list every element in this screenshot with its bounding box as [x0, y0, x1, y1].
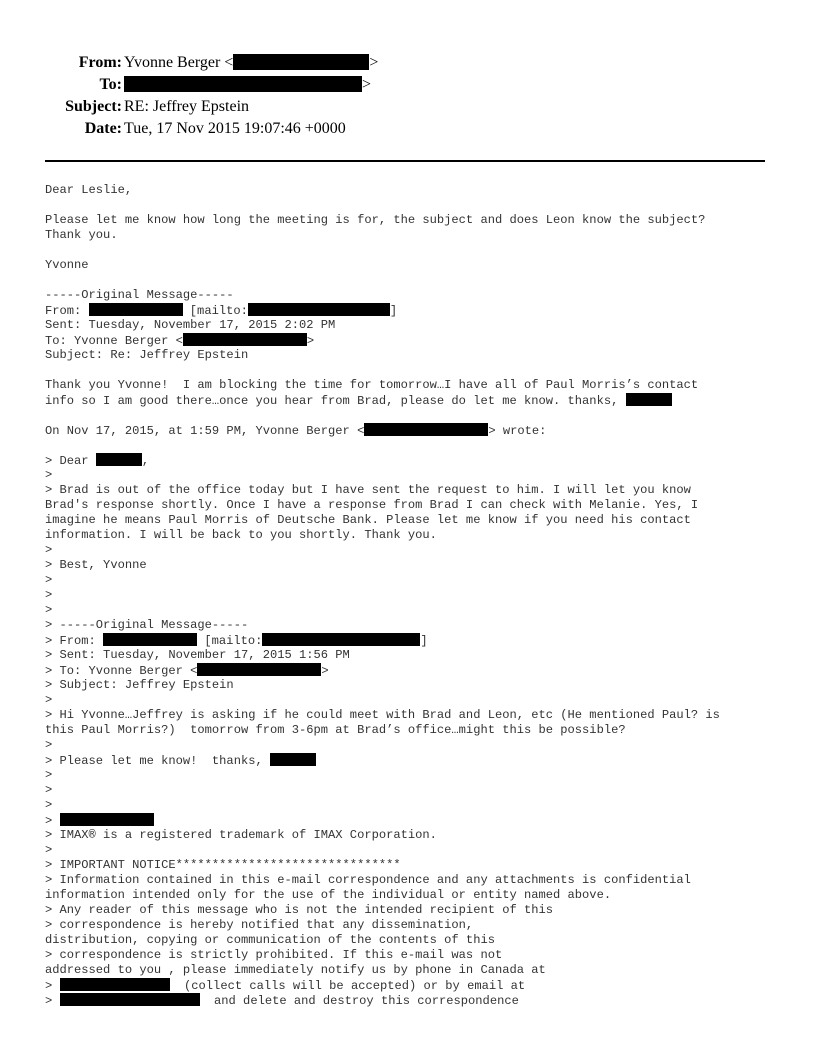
quoted-line: > Brad is out of the office today but I have sent the request to him. I will let you know — [45, 483, 691, 497]
quoted-line: > — [45, 693, 53, 707]
orig2-to-line: > To: Yvonne Berger < > — [45, 664, 329, 678]
notice-line: distribution, copying or communication of the contents of this — [45, 933, 495, 947]
body-line: info so I am good there…once you hear from Brad, please do let me know. thanks, — [45, 393, 672, 409]
redaction-bar — [626, 393, 672, 406]
notice-line: information intended only for the use of the individual or entity named above. — [45, 888, 612, 902]
notice-line: > correspondence is strictly prohibited. If this e-mail was not — [45, 948, 503, 962]
quoted-line: > — [45, 798, 53, 812]
quoted-line: > — [45, 813, 154, 829]
notice-heading: > IMPORTANT NOTICE******************************* — [45, 858, 401, 872]
redaction-bar — [364, 423, 488, 436]
date-value: Tue, 17 Nov 2015 19:07:46 +0000 — [124, 120, 346, 137]
redaction-bar — [270, 753, 316, 766]
header-divider — [45, 160, 765, 162]
notice-line: > Any reader of this message who is not the intended recipient of this — [45, 903, 554, 917]
redaction-bar — [60, 993, 200, 1006]
redaction-bar — [233, 54, 369, 70]
notice-line: > Information contained in this e-mail correspondence and any attachments is confidential — [45, 873, 691, 887]
header-to-row — [0, 74, 816, 95]
quoted-line: > — [45, 573, 53, 587]
redaction-bar — [124, 76, 362, 92]
from-value: Yvonne Berger < > — [124, 54, 379, 71]
quoted-line: > — [45, 843, 53, 857]
subject-label: Subject: — [65, 98, 122, 115]
subject-value: RE: Jeffrey Epstein — [124, 98, 250, 115]
redaction-bar — [262, 633, 420, 646]
quoted-line: > — [45, 543, 53, 557]
greeting: Dear Leslie, — [45, 183, 133, 197]
redaction-bar — [197, 663, 321, 676]
redaction-bar — [103, 633, 197, 646]
redaction-bar — [183, 333, 307, 346]
from-name: Yvonne Berger < — [124, 54, 234, 71]
quoted-line: > Hi Yvonne…Jeffrey is asking if he could meet with Brad and Leon, etc (He mentioned Paul? is — [45, 708, 720, 722]
notice-line: > and delete and destroy this correspondence — [45, 994, 519, 1008]
orig2-sent-line: > Sent: Tuesday, November 17, 2015 1:56 PM — [45, 648, 350, 662]
redaction-bar — [60, 813, 154, 826]
redaction-bar — [248, 303, 390, 316]
quoted-line: this Paul Morris?) tomorrow from 3-6pm at Brad’s office…might this be possible? — [45, 723, 626, 737]
body-line: Thank you Yvonne! I am blocking the time for tomorrow…I have all of Paul Morris’s contact — [45, 378, 699, 392]
quote-attribution: On Nov 17, 2015, at 1:59 PM, Yvonne Berger < > wrote: — [45, 424, 547, 438]
redaction-bar — [96, 453, 142, 466]
header-from-row — [0, 52, 816, 73]
redaction-bar — [60, 978, 170, 991]
quoted-line: > — [45, 603, 53, 617]
quoted-line: > — [45, 768, 53, 782]
notice-line: addressed to you , please immediately notify us by phone in Canada at — [45, 963, 546, 977]
orig1-subject-line: Subject: Re: Jeffrey Epstein — [45, 348, 249, 362]
imax-trademark-line: > IMAX® is a registered trademark of IMAX Corporation. — [45, 828, 437, 842]
to-value: > — [124, 74, 371, 95]
quoted-line: imagine he means Paul Morris of Deutsche Bank. Please let me know if you need his contact — [45, 513, 691, 527]
notice-line: > (collect calls will be accepted) or by email at — [45, 979, 526, 993]
quoted-line: > — [45, 468, 53, 482]
header-date-row — [0, 118, 816, 139]
original-message-divider: -----Original Message----- — [45, 288, 234, 302]
quoted-line: > Please let me know! thanks, — [45, 753, 316, 769]
to-label: To: — [99, 76, 122, 93]
quoted-line: > — [45, 588, 53, 602]
quoted-line: > Dear , — [45, 454, 150, 468]
original-message-divider: > -----Original Message----- — [45, 618, 249, 632]
quoted-line: information. I will be back to you shortly. Thank you. — [45, 528, 437, 542]
orig1-sent-line: Sent: Tuesday, November 17, 2015 2:02 PM — [45, 318, 336, 332]
signoff: Yvonne — [45, 258, 89, 272]
redaction-bar — [89, 303, 183, 316]
quoted-line: > Best, Yvonne — [45, 558, 147, 572]
date-label: Date: — [84, 120, 122, 137]
body-line: Please let me know how long the meeting is for, the subject and does Leon know the subject? — [45, 213, 706, 227]
orig2-subject-line: > Subject: Jeffrey Epstein — [45, 678, 234, 692]
quoted-line: > — [45, 783, 53, 797]
orig2-from-line: > From: [mailto: ] — [45, 634, 428, 648]
body-line: Thank you. — [45, 228, 118, 242]
from-label: From: — [78, 54, 122, 71]
header-subject-row — [0, 96, 816, 117]
quoted-line: Brad's response shortly. Once I have a response from Brad I can check with Melanie. Yes, I — [45, 498, 699, 512]
orig1-from-line: From: [mailto: ] — [45, 304, 398, 318]
quoted-line: > — [45, 738, 53, 752]
orig1-to-line: To: Yvonne Berger < > — [45, 334, 315, 348]
notice-line: > correspondence is hereby notified that any dissemination, — [45, 918, 474, 932]
